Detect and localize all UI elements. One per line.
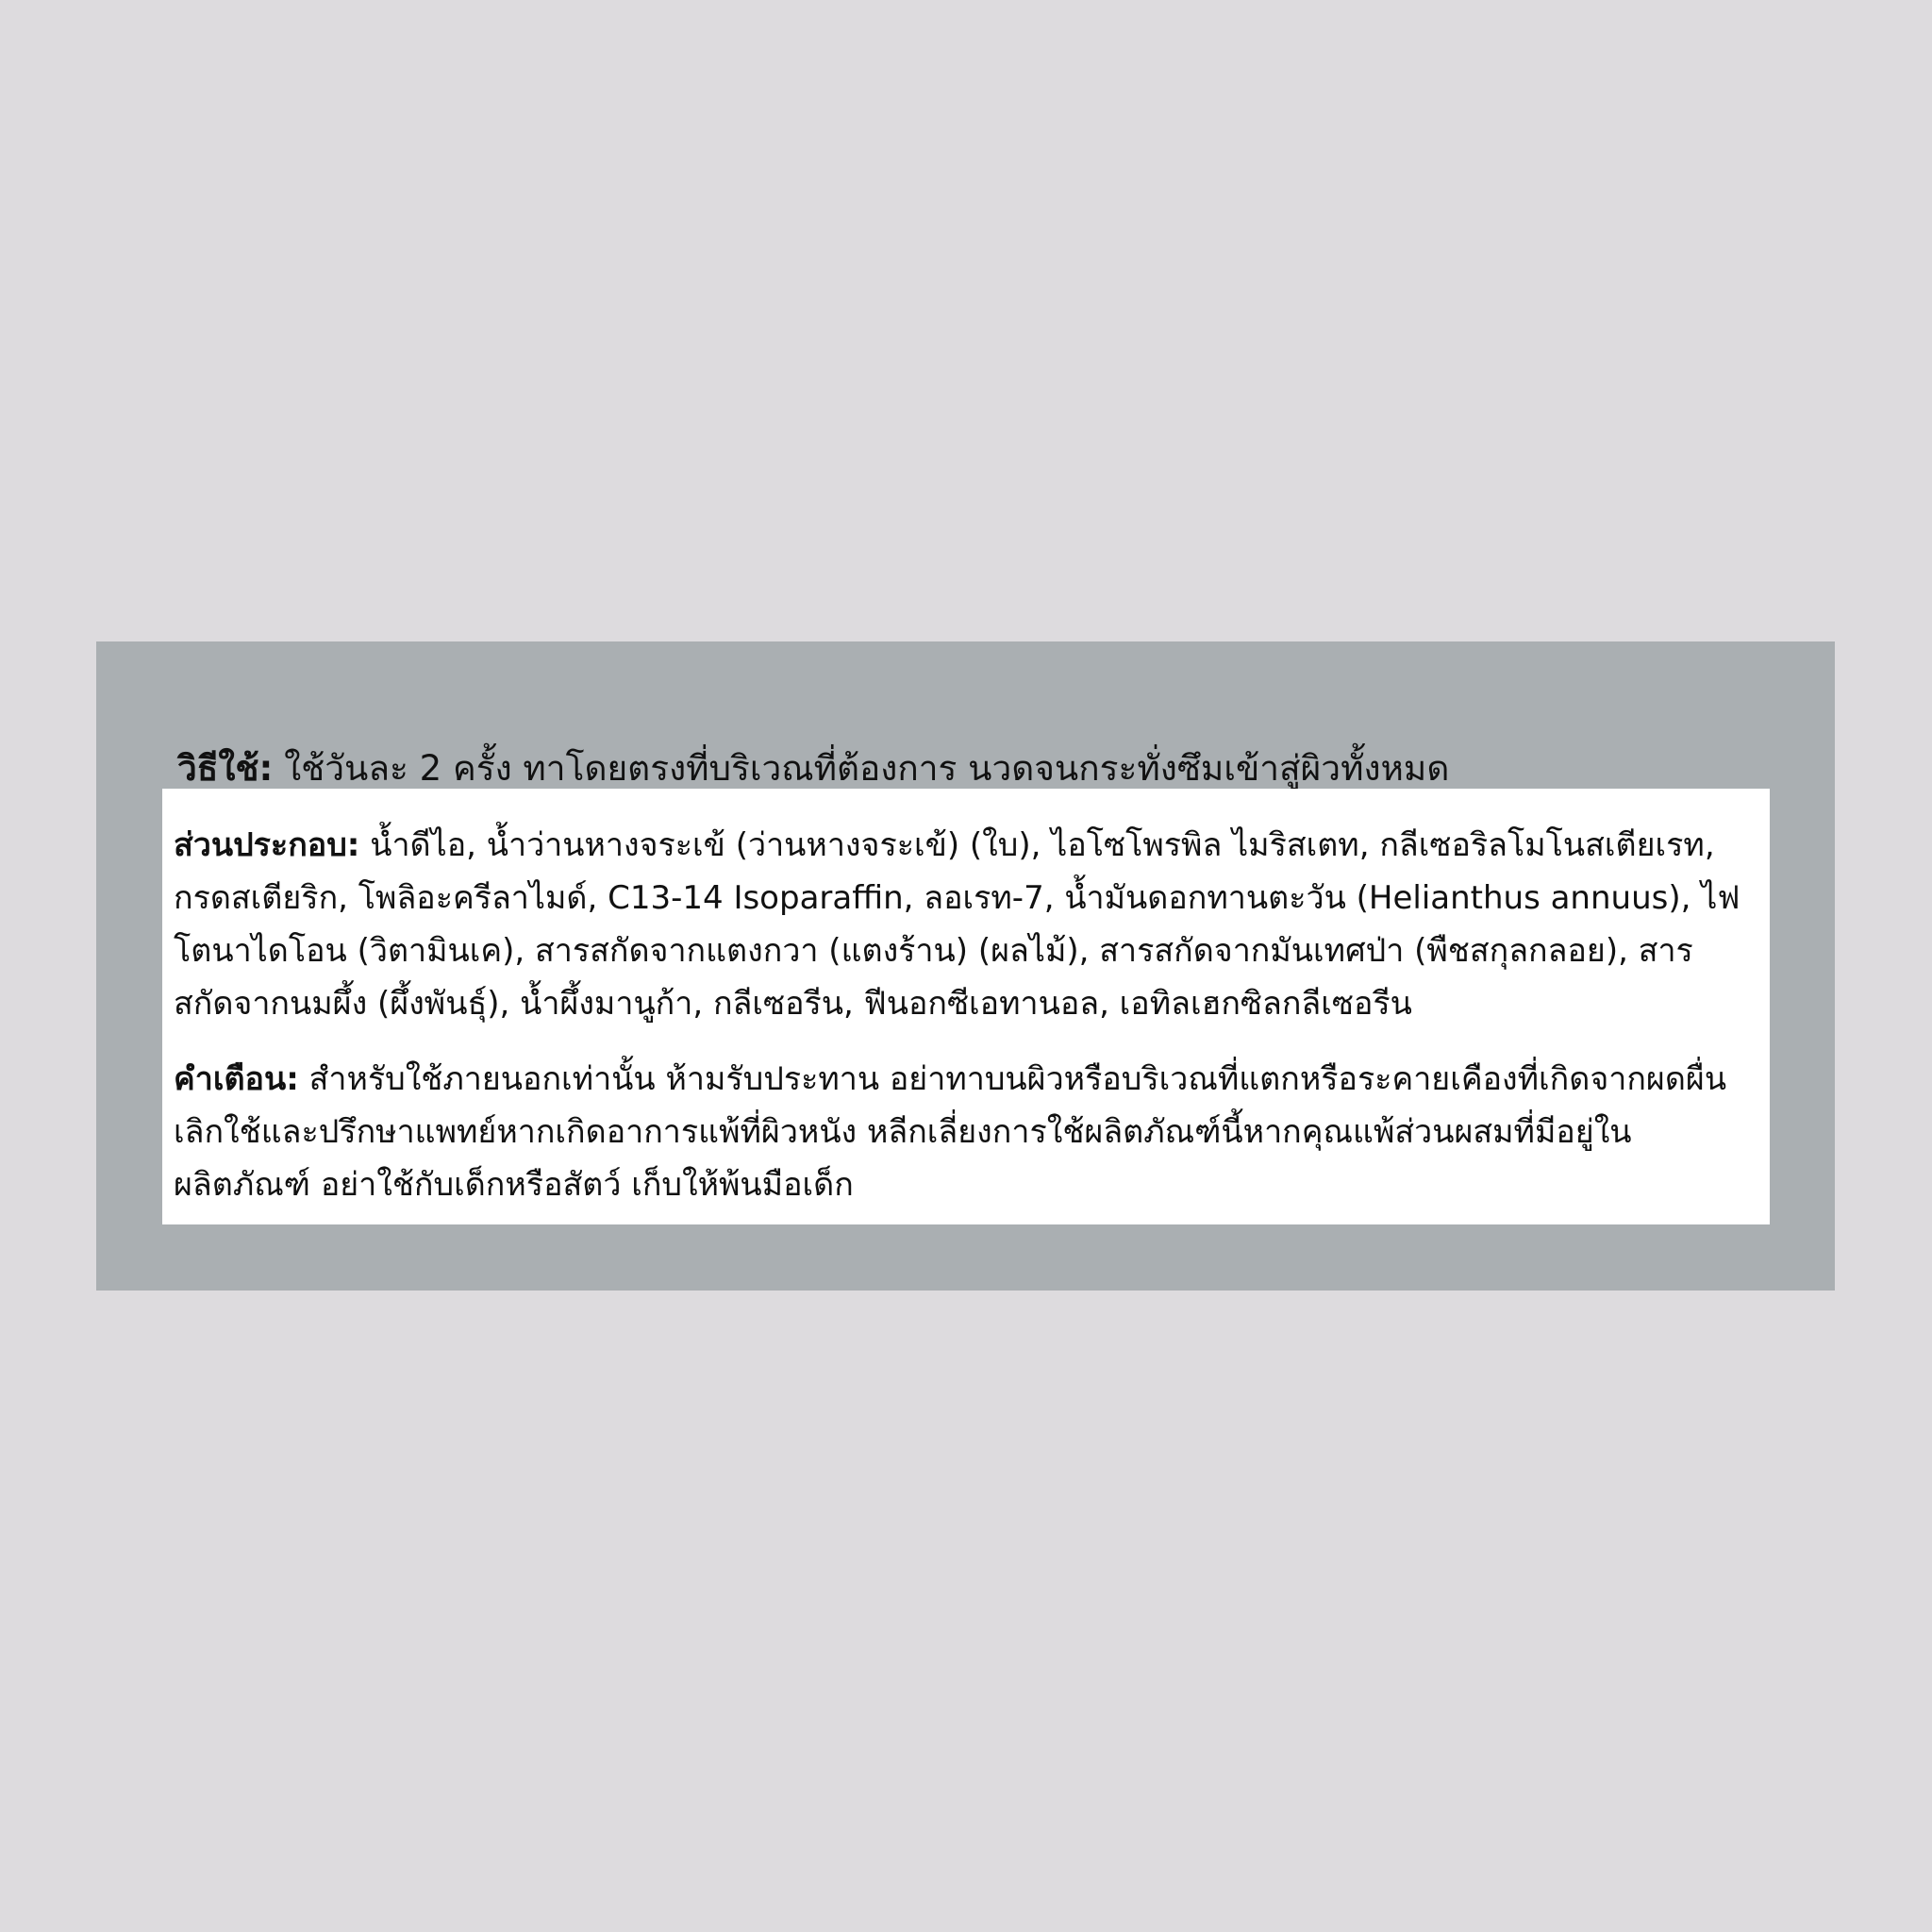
ingredients-label: ส่วนประกอบ: xyxy=(174,826,360,864)
ingredients-warning-box xyxy=(162,789,1770,1224)
directions-label: วิธีใช้: xyxy=(177,748,274,789)
directions-text: ใช้วันละ 2 ครั้ง ทาโดยตรงที่บริเวณที่ต้องการ นวดจนกระทั่งซึมเข้าสู่ผิวทั้งหมด xyxy=(273,748,1450,789)
ingredients-section xyxy=(174,819,1753,1030)
product-info-panel xyxy=(96,641,1835,1291)
warning-text: สำหรับใช้ภายนอกเท่านั้น ห้ามรับประทาน อย่าทาบนผิวหรือบริเวณที่แตกหรือระคายเคืองที่เกิดจากผดผื่น เลิกใช้และปรึกษาแพทย์หากเกิดอาการแพ้ที่ผิวหนัง หลีกเลี่ยงการใช้ผลิตภัณฑ์นี้หากคุณแพ้ส่วนผสมที่มีอยู่ในผลิตภัณฑ์ อย่าใช้กับเด็กหรือสัตว์ เก็บให้พ้นมือเด็ก xyxy=(174,1060,1727,1204)
warning-label: คำเตือน: xyxy=(174,1060,299,1098)
directions-section xyxy=(177,742,1797,795)
warning-section xyxy=(174,1053,1753,1211)
ingredients-text: น้ำดีไอ, น้ำว่านหางจระเข้ (ว่านหางจระเข้) (ใบ), ไอโซโพรพิล ไมริสเตท, กลีเซอริลโมโนสเตียเรท, กรดสเตียริก, โพลิอะครีลาไมด์, C13-14 Isoparaffin, ลอเรท-7, น้ำมันดอกทานตะวัน (Helianthus annuus), ไฟโตนาไดโอน (วิตามินเค), สารสกัดจากแตงกวา (แตงร้าน) (ผลไม้), สารสกัดจากมันเทศป่า (พืชสกุลกลอย), สารสกัดจากนมผึ้ง (ผึ้งพันธุ์), น้ำผึ้งมานูก้า, กลีเซอรีน, ฟีนอกซีเอทานอล, เอทิลเฮกซิลกลีเซอรีน xyxy=(174,826,1740,1023)
